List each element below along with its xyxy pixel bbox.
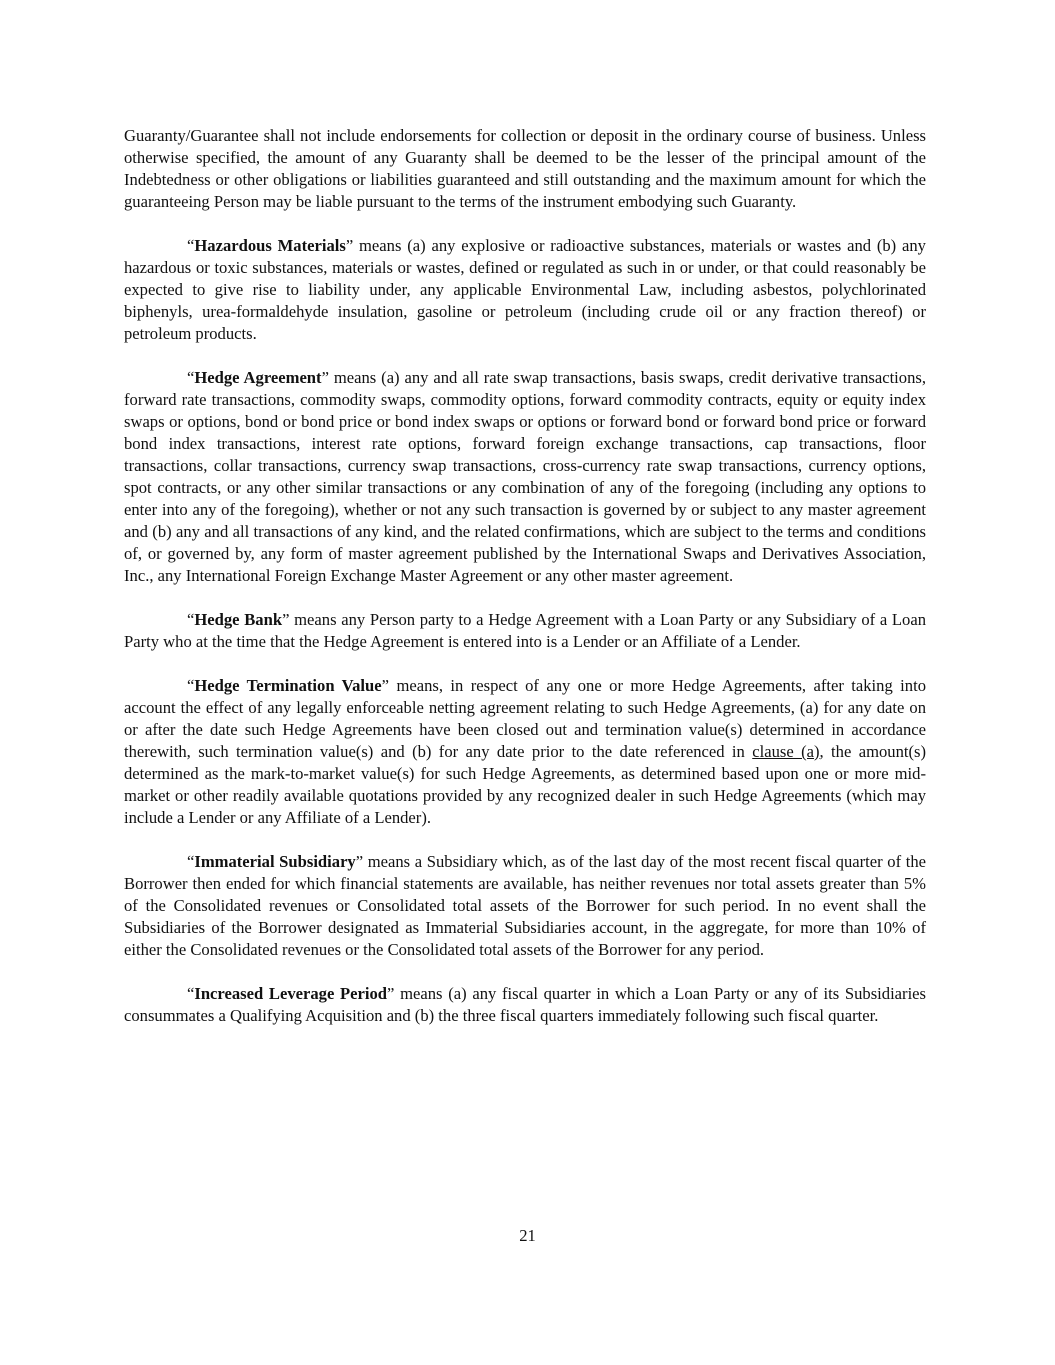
paragraph-guaranty-continuation: Guaranty/Guarantee shall not include endorsements for collection or deposit in the ordinary course of business. Unless otherwise specified, the amount of any Guaranty shall be deemed to be the lesser of the principal amount of the Indebtedness or other obligations or liabilities guaranteed and still outstanding and the maximum amount for which the guaranteeing Person may be liable pursuant to the terms of the instrument embodying such Guaranty. [124, 126, 926, 211]
definition-text: means (a) any and all rate swap transactions, basis swaps, credit derivative transactions, forward rate transactions, commodity swaps, commodity options, forward commodity contracts, equity or equity index swaps or options, bond or bond price or bond index swaps or options or forward bond or forward bond price or forward bond index transactions, interest rate options, forward foreign exchange transactions, cap transactions, floor transactions, collar transactions, currency swap transactions, cross-currency rate swap transactions, currency options, spot contracts, or any other similar transactions or any combination of any of the foregoing (including any options to enter into any of the foregoing), whether or not any such transaction is governed by or subject to any master agreement and (b) any and all transactions of any kind, and the related confirmations, which are subject to the terms and conditions of, or governed by, any form of master agreement published by the International Swaps and Derivatives Association, Inc., any International Foreign Exchange Master Agreement or any other master agreement. [124, 368, 926, 585]
close-quote: ” [345, 236, 354, 255]
close-quote: ” [282, 610, 290, 629]
definition-immaterial-subsidiary [124, 851, 926, 961]
defined-term: Hazardous Materials [194, 236, 346, 255]
definition-text-continued: , the amount(s) determined as the mark-to-market value(s) for such Hedge Agreements, as determined based upon one or more mid-market or other readily available quotations provided by any recognized dealer in such Hedge Agreements (which may include a Lender or any Affiliate of a Lender). [124, 742, 926, 827]
document-page [124, 125, 926, 1049]
definition-text: means (a) any explosive or radioactive substances, materials or wastes and (b) any hazardous or toxic substances, materials or wastes, defined or regulated as such in or under, or that could reasonably be expected to give rise to liability under, any applicable Environmental Law, including asbestos, polychlorinated biphenyls, urea-formaldehyde insulation, gasoline or petroleum (including crude oil or any fraction thereof) or petroleum products. [124, 236, 926, 343]
defined-term: Immaterial Subsidiary [194, 852, 356, 871]
definition-text: means any Person party to a Hedge Agreement with a Loan Party or any Subsidiary of a Loan Party who at the time that the Hedge Agreement is entered into is a Lender or an Affiliate of a Lender. [124, 610, 926, 651]
close-quote: ” [381, 676, 390, 695]
clause-reference: clause (a) [752, 742, 820, 761]
close-quote: ” [387, 984, 395, 1003]
open-quote: “ [187, 610, 195, 629]
defined-term: Hedge Termination Value [194, 676, 382, 695]
close-quote: ” [355, 852, 364, 871]
page-number: 21 [519, 1226, 536, 1245]
definition-text: means (a) any fiscal quarter in which a Loan Party or any of its Subsidiaries consummates a Qualifying Acquisition and (b) the three fiscal quarters immediately following such fiscal quarter. [124, 984, 926, 1025]
definition-hedge-termination-value [124, 675, 926, 829]
open-quote: “ [187, 984, 195, 1003]
defined-term: Increased Leverage Period [194, 984, 388, 1003]
definition-text: means, in respect of any one or more Hedge Agreements, after taking into account the effect of any legally enforceable netting agreement relating to such Hedge Agreements, (a) for any date on or after the date such Hedge Agreements have been closed out and termination value(s) determined in accordance therewith, such termination value(s) and (b) for any date prior to the date referenced in [124, 676, 926, 761]
defined-term: Hedge Agreement [194, 368, 322, 387]
defined-term: Hedge Bank [194, 610, 283, 629]
definition-increased-leverage-period [124, 983, 926, 1027]
close-quote: ” [321, 368, 329, 387]
open-quote: “ [187, 236, 195, 255]
definition-hedge-bank [124, 609, 926, 653]
open-quote: “ [187, 368, 195, 387]
definition-text: means a Subsidiary which, as of the last day of the most recent fiscal quarter of the Borrower then ended for which financial statements are available, has neither revenues nor total assets greater than 5% of the Consolidated revenues or Consolidated total assets of the Borrower for such period. In no event shall the Subsidiaries of the Borrower designated as Immaterial Subsidiaries account, in the aggregate, for more than 10% of either the Consolidated revenues or the Consolidated total assets of the Borrower for any period. [124, 852, 927, 959]
definition-hazardous-materials [124, 235, 926, 345]
open-quote: “ [187, 852, 195, 871]
definition-hedge-agreement [124, 367, 926, 587]
open-quote: “ [187, 676, 195, 695]
